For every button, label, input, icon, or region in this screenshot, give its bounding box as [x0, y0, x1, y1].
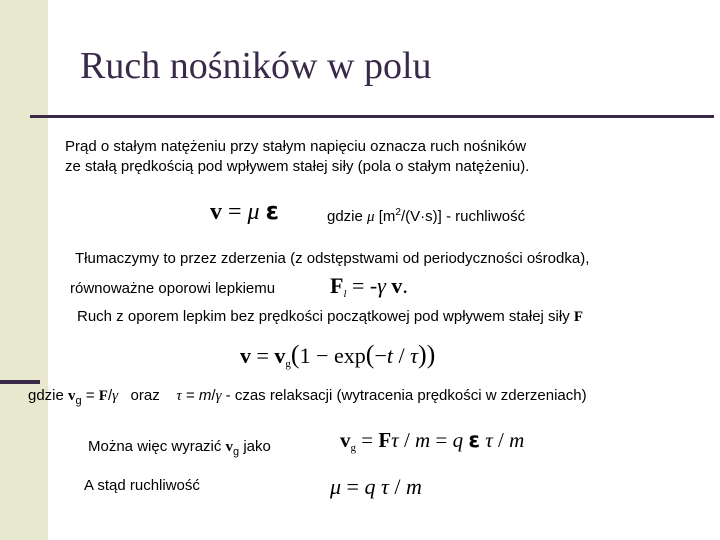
result-label: A stąd ruchliwość	[84, 477, 200, 494]
slide-title: Ruch nośników w polu	[80, 45, 432, 87]
vg-equation: $v_g = F\tau / m = q$ ε τ / m	[340, 428, 525, 454]
mobility-result-equation: μ = q τ / m	[330, 474, 422, 499]
drag-sentence: Ruch z oporem lepkim bez prędkości początkowej pod wpływem stałej siły F	[77, 308, 584, 325]
intro-line-1: Prąd o stałym natężeniu przy stałym napięciu oznacza ruch nośników	[65, 138, 527, 155]
mobility-definition: gdzie μ $[m^2/(V\cdot s)]$ - ruchliwość	[327, 207, 526, 225]
collisions-line-1: Tłumaczymy to przez zderzenia (z odstępstwami od periodyczności ośrodka),	[75, 250, 590, 267]
collisions-line-2: równoważne oporowi lepkiemu	[70, 280, 276, 297]
express-line: Można więc wyrazić $v_g$ jako	[88, 438, 271, 458]
velocity-equation: $v = v_g(1 - \exp(-t / \tau))$	[240, 340, 436, 370]
relaxation-line: gdzie $v_g = F/\gamma$ oraz τ = m/γ - czas relaksacji (wytracenia prędkości w zderzeniach)	[28, 387, 587, 407]
mobility-equation: v = μ ε	[210, 197, 279, 225]
title-divider	[30, 115, 714, 118]
intro-line-2: ze stałą prędkością pod wpływem stałej siły (pola o stałym natężeniu).	[65, 158, 530, 175]
left-bar-accent	[0, 380, 40, 384]
viscous-force-equation: $F_l = -\gamma$ v.	[330, 273, 408, 300]
left-decorative-bar	[0, 0, 48, 540]
